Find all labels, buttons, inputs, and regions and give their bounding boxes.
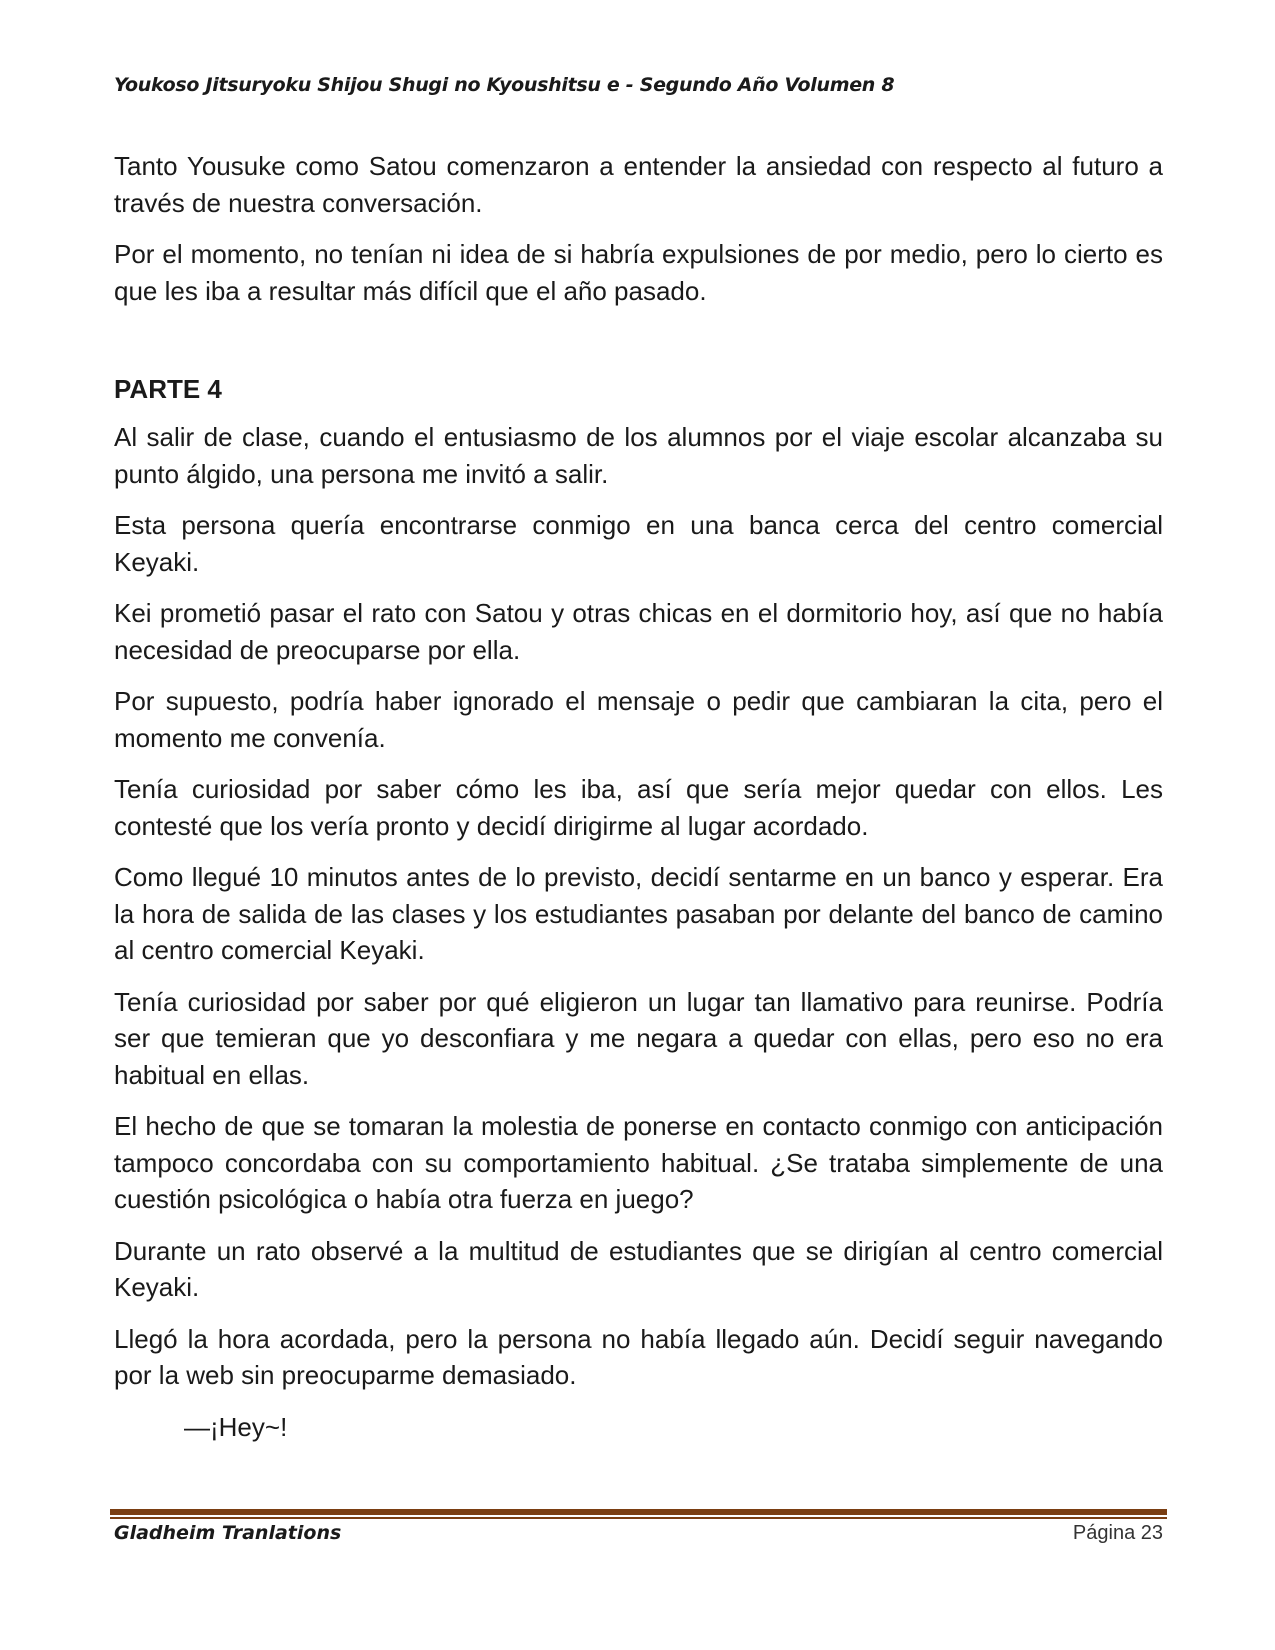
paragraph: Kei prometió pasar el rato con Satou y otras chicas en el dormitorio hoy, así que no había necesidad de preocuparse por ella. <box>114 598 1163 665</box>
footer-credit: Gladheim Tranlations <box>114 1522 342 1544</box>
paragraph: Como llegué 10 minutos antes de lo previsto, decidí sentarme en un banco y esperar. Era la hora de salida de las clases y los estudiantes pasaban por delante del banco de camino al centro comercial Keyaki. <box>114 862 1163 965</box>
section-heading: PARTE 4 <box>114 374 222 404</box>
page-body <box>114 148 1163 1460</box>
paragraph: Tenía curiosidad por saber cómo les iba, así que sería mejor quedar con ellos. Les contesté que los vería pronto y decidí dirigirme al lugar acordado. <box>114 774 1163 841</box>
paragraph: Llegó la hora acordada, pero la persona no había llegado aún. Decidí seguir navegando por la web sin preocuparme demasiado. <box>114 1323 1163 1390</box>
running-header: Youkoso Jitsuryoku Shijou Shugi no Kyoushitsu e - Segundo Año Volumen 8 <box>114 74 895 96</box>
paragraph: Por supuesto, podría haber ignorado el mensaje o pedir que cambiaran la cita, pero el momento me convenía. <box>114 686 1163 753</box>
footer-rule <box>110 1509 1167 1515</box>
paragraph: Durante un rato observé a la multitud de estudiantes que se dirigían al centro comercial Keyaki. <box>114 1235 1163 1302</box>
paragraph: Por el momento, no tenían ni idea de si habría expulsiones de por medio, pero lo cierto es que les iba a resultar más difícil que el año pasado. <box>114 239 1163 306</box>
page-number: Página 23 <box>1072 1522 1163 1544</box>
paragraph: Tenía curiosidad por saber por qué eligieron un lugar tan llamativo para reunirse. Podría ser que temieran que yo desconfiara y me negara a quedar con ellas, pero eso no era habitual en ellas. <box>114 986 1163 1090</box>
paragraph: El hecho de que se tomaran la molestia de ponerse en contacto conmigo con anticipación tampoco concordaba con su comportamiento habitual. ¿Se trataba simplemente de una cuestión psicológica o había otra fuerza en juego? <box>114 1111 1163 1214</box>
paragraph: Esta persona quería encontrarse conmigo en una banca cerca del centro comercial Keyaki. <box>114 510 1163 577</box>
paragraph: Tanto Yousuke como Satou comenzaron a entender la ansiedad con respecto al futuro a través de nuestra conversación. <box>114 151 1163 218</box>
dialogue-line: —¡Hey~! <box>184 1411 288 1442</box>
paragraph: Al salir de clase, cuando el entusiasmo de los alumnos por el viaje escolar alcanzaba su punto álgido, una persona me invitó a salir. <box>114 422 1163 489</box>
footer-rule-thin <box>110 1517 1167 1519</box>
